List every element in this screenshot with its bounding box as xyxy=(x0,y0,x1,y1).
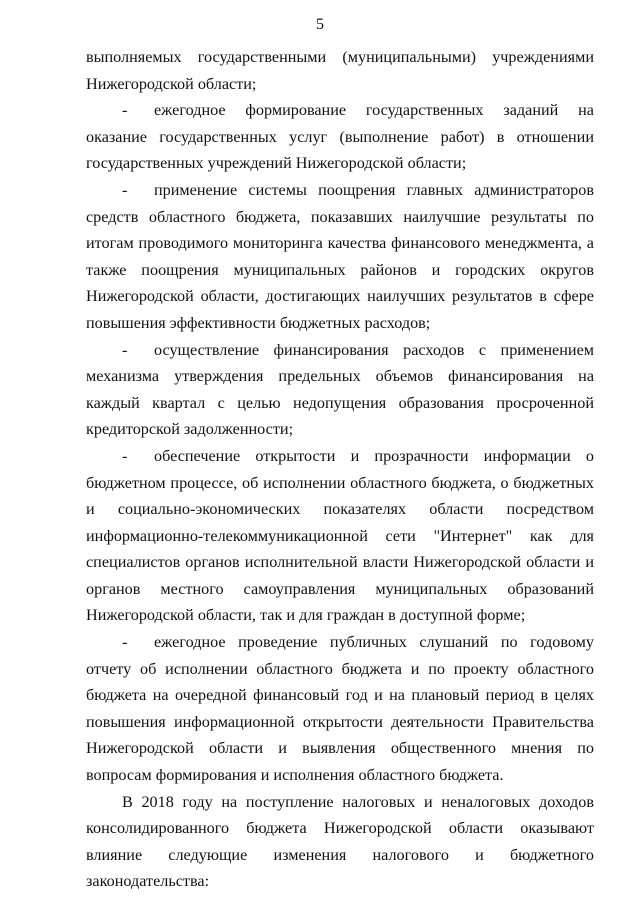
paragraph-continuation xyxy=(86,44,594,97)
list-item-text: осуществление финансирования расходов с применением механизма утверждения предельных объемов финансирования на каждый квартал с целью недопущения образования просроченной кредиторской задолженности; xyxy=(86,340,594,439)
list-item-text: обеспечение открытости и прозрачности информации о бюджетном процессе, об исполнении областного бюджета, о бюджетных и социально-экономических показателях области посредством информационно-телекоммуникационной сети "Интернет" как для специалистов органов исполнительной власти Нижегородской области и органов местного самоуправления муниципальных образований Нижегородской области, так и для граждан в доступной форме; xyxy=(86,446,594,625)
paragraph xyxy=(86,789,594,895)
list-dash: - xyxy=(122,340,128,359)
paragraph-text: выполняемых государственными (муниципальными) учреждениями Нижегородской области; xyxy=(86,48,594,93)
page-number: 5 xyxy=(316,16,324,33)
paragraph-text: В 2018 году на поступление налоговых и неналоговых доходов консолидированного бюджета Нижегородской области оказывают влияние следующие изменения налогового и бюджетного законодательства: xyxy=(86,792,594,891)
list-dash: - xyxy=(122,633,128,652)
list-dash: - xyxy=(122,180,128,199)
document-body xyxy=(86,44,594,895)
list-item-text: применение системы поощрения главных администраторов средств областного бюджета, показавших наилучшие результаты по итогам проводимого мониторинга качества финансового менеджмента, а также поощрения муниципальных районов и городских округов Нижегородской области, достигающих наилучших результатов в сфере повышения эффективности бюджетных расходов; xyxy=(86,180,594,332)
list-item xyxy=(86,337,594,443)
list-item xyxy=(86,177,594,337)
list-item-text: ежегодное формирование государственных заданий на оказание государственных услуг (выполнение работ) в отношении государственных учреждений Нижегородской области; xyxy=(86,101,594,173)
list-item-text: ежегодное проведение публичных слушаний по годовому отчету об исполнении областного бюджета и по проекту областного бюджета на очередной финансовый год и на плановый период в целях повышения информационной открытости деятельности Правительства Нижегородской области и выявления общественного мнения по вопросам формирования и исполнения областного бюджета. xyxy=(86,633,594,785)
list-item xyxy=(86,443,594,629)
list-item xyxy=(86,629,594,789)
list-dash: - xyxy=(122,101,128,120)
list-dash: - xyxy=(122,446,128,465)
list-item xyxy=(86,97,594,177)
